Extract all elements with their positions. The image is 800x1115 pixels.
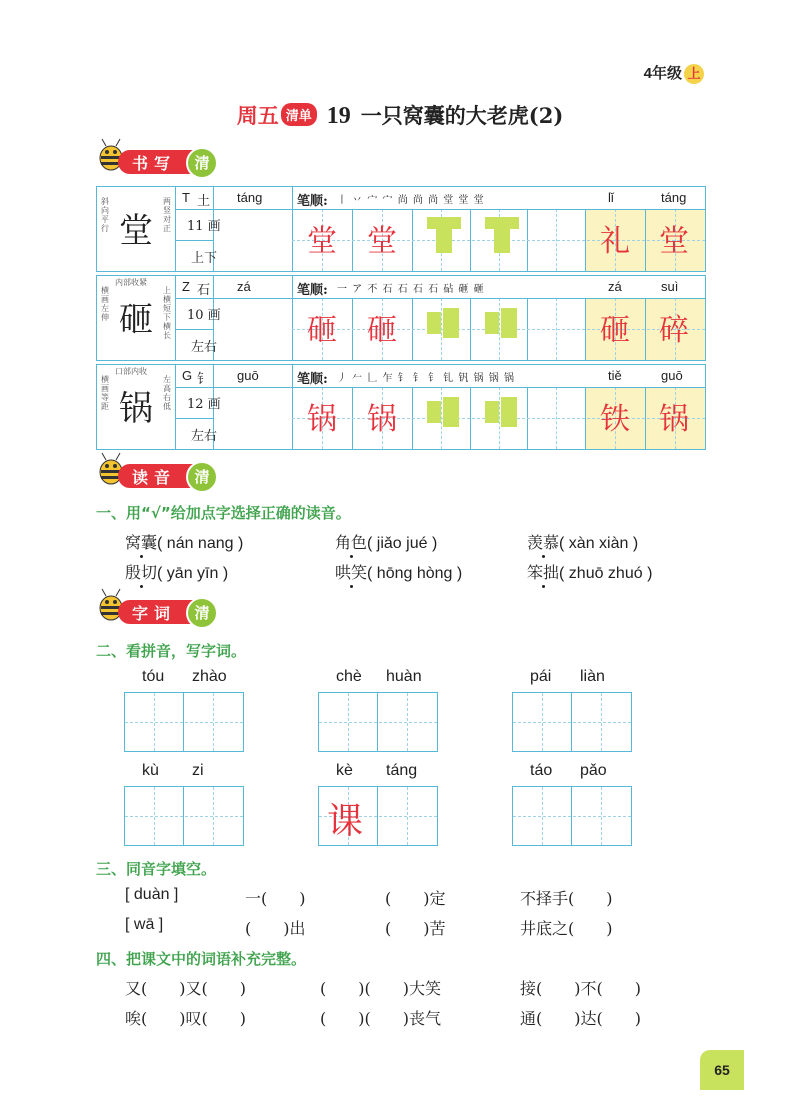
practice-block xyxy=(501,308,517,338)
box-grid-line xyxy=(154,693,155,751)
structure: 左右 xyxy=(191,429,218,444)
answer-box[interactable] xyxy=(318,786,438,846)
example-character-1: 砸 xyxy=(600,313,630,348)
box-grid-line xyxy=(183,787,184,845)
box-grid-line xyxy=(542,787,543,845)
q3-title: 三、同音字填空。 xyxy=(96,860,217,878)
reading-item xyxy=(527,530,638,553)
fill-blank[interactable]: 唉( )叹( ) xyxy=(125,1009,246,1028)
box-grid-line xyxy=(125,816,243,817)
fill-blank[interactable]: 通( )达( ) xyxy=(520,1009,641,1028)
box-grid-line xyxy=(542,693,543,751)
trace-character: 砸 xyxy=(307,313,337,348)
example-pinyin-2: guō xyxy=(661,368,683,383)
box-grid-line xyxy=(348,693,349,751)
practice-block xyxy=(485,401,499,423)
fill-blank[interactable]: ( )苦 xyxy=(385,919,446,938)
practice-block xyxy=(501,397,517,427)
pinyin-2: pǎo xyxy=(580,762,607,779)
reading-options[interactable]: ( nán nang ) xyxy=(157,535,244,552)
box-grid-line xyxy=(319,722,437,723)
order-label: 笔顺: xyxy=(297,283,328,298)
practice-block xyxy=(436,229,452,253)
order-label: 笔顺: xyxy=(297,194,328,209)
grid-line xyxy=(175,329,213,330)
model-character: 砸 xyxy=(119,300,153,340)
fill-blank[interactable]: ( )出 xyxy=(245,919,306,938)
grid-line xyxy=(175,387,705,388)
box-grid-line xyxy=(213,693,214,751)
q1-title: 一、用“√”给加点字选择正确的读音。 xyxy=(96,504,351,522)
grid-line xyxy=(175,209,705,210)
stroke-note-right: 两竖对正 xyxy=(163,197,171,233)
stroke-order: 丿 𠂉 𠃊 乍 钅 钅 钅 钆 钒 锅 锅 锅 xyxy=(337,373,515,384)
reading-word: 殷切 xyxy=(125,563,158,582)
example-character-1: 礼 xyxy=(600,224,630,259)
stroke-order: 丨 丷 宀 宀 尚 尚 尚 堂 堂 堂 xyxy=(337,195,485,206)
trace-character: 锅 xyxy=(307,402,337,437)
qing-icon: 清 xyxy=(186,461,218,493)
title-tag: 清单 xyxy=(281,103,317,126)
box-grid-line xyxy=(213,787,214,845)
reading-options[interactable]: ( jiǎo jué ) xyxy=(367,535,438,552)
reading-word: 笨拙 xyxy=(527,563,560,582)
grid-line xyxy=(175,298,705,299)
index-letter: G xyxy=(182,368,193,383)
fill-blank[interactable]: 一( ) xyxy=(245,889,306,908)
pinyin: zá xyxy=(237,279,251,294)
fill-blank[interactable]: 不择手( ) xyxy=(520,889,613,908)
box-grid-line xyxy=(601,693,602,751)
reading-options[interactable]: ( hōng hòng ) xyxy=(367,565,463,582)
practice-block xyxy=(427,401,441,423)
structure: 上下 xyxy=(191,251,218,266)
grid-line xyxy=(292,365,293,449)
grade-tag: 上 xyxy=(684,64,704,84)
reading-word: 角色 xyxy=(335,533,368,552)
grid-line xyxy=(175,240,213,241)
pinyin: táng xyxy=(237,190,263,205)
homophone-key: [ wā ] xyxy=(125,916,164,933)
box-grid-line xyxy=(183,693,184,751)
box-grid-line xyxy=(407,787,408,845)
reading-word: 羡慕 xyxy=(527,533,560,552)
pinyin-1: chè xyxy=(336,668,362,685)
qing-icon: 清 xyxy=(186,147,218,179)
reading-item xyxy=(527,560,652,583)
qing-icon: 清 xyxy=(186,597,218,629)
fill-blank[interactable]: 井底之( ) xyxy=(520,919,613,938)
pinyin-2: huàn xyxy=(386,668,422,685)
box-grid-line xyxy=(571,787,572,845)
practice-block xyxy=(443,308,459,338)
box-grid-line xyxy=(377,693,378,751)
q4-title: 四、把课文中的词语补充完整。 xyxy=(96,950,307,968)
stroke-count: 11 画 xyxy=(187,219,221,234)
reading-options[interactable]: ( yān yīn ) xyxy=(157,565,229,582)
fill-blank[interactable]: 接( )不( ) xyxy=(520,979,641,998)
practice-block xyxy=(485,217,519,229)
example-character-2: 堂 xyxy=(659,224,689,259)
stroke-order: 一 ア 不 石 石 石 石 砧 砸 砸 xyxy=(337,284,485,295)
answer-box[interactable] xyxy=(318,692,438,752)
practice-block xyxy=(427,312,441,334)
practice-block xyxy=(427,217,461,229)
page-number: 65 xyxy=(700,1050,744,1090)
answer-box[interactable] xyxy=(512,692,632,752)
radical: 钅 xyxy=(197,372,211,387)
reading-word: 窝囊 xyxy=(125,533,158,552)
fill-blank[interactable]: ( )( )丧气 xyxy=(320,1009,441,1028)
reading-item xyxy=(125,530,243,553)
section-label: 书写 xyxy=(132,154,177,173)
fill-blank[interactable]: ( )定 xyxy=(385,889,446,908)
grid-line xyxy=(292,187,293,271)
example-pinyin-2: táng xyxy=(661,190,687,205)
homophone-key: [ duàn ] xyxy=(125,886,179,903)
box-grid-line xyxy=(407,693,408,751)
example-pinyin-1: lǐ xyxy=(608,190,614,205)
box-grid-line xyxy=(513,722,631,723)
index-letter: Z xyxy=(182,279,190,294)
page-title xyxy=(0,100,800,130)
pinyin-1: kè xyxy=(336,762,353,779)
structure: 左右 xyxy=(191,340,218,355)
index-letter: T xyxy=(182,190,190,205)
grid-line xyxy=(175,276,176,360)
writing-row xyxy=(96,186,706,272)
answer-box[interactable] xyxy=(512,786,632,846)
model-character: 堂 xyxy=(119,211,153,251)
writing-row xyxy=(96,275,706,361)
pinyin-1: kù xyxy=(142,762,159,779)
example-character-2: 锅 xyxy=(659,402,689,437)
fill-blank[interactable]: 又( )又( ) xyxy=(125,979,246,998)
reading-options[interactable]: ( zhuō zhuó ) xyxy=(559,565,653,582)
pinyin-1: táo xyxy=(530,762,553,779)
order-label: 笔顺: xyxy=(297,372,328,387)
trace-character: 堂 xyxy=(367,224,397,259)
stroke-note-right: 左高右低 xyxy=(163,375,171,411)
stroke-count: 10 画 xyxy=(187,308,221,323)
box-grid-line xyxy=(601,787,602,845)
section-label: 读音 xyxy=(132,468,177,487)
title-day: 周五 xyxy=(236,103,279,128)
example-pinyin-2: suì xyxy=(661,279,679,294)
answer-box[interactable] xyxy=(124,786,244,846)
example-character-2: 碎 xyxy=(659,313,689,348)
answer-character: 课 xyxy=(327,801,364,842)
example-pinyin-1: zá xyxy=(608,279,622,294)
q2-title: 二、看拼音，写字词。 xyxy=(96,642,247,660)
pinyin-1: pái xyxy=(530,668,552,685)
pinyin-2: táng xyxy=(386,762,418,779)
box-grid-line xyxy=(513,816,631,817)
lesson-title: 一只窝囊的大老虎(2) xyxy=(360,103,564,128)
pinyin-1: tóu xyxy=(142,668,165,685)
reading-options[interactable]: ( xàn xiàn ) xyxy=(559,535,639,552)
stroke-note-left: 横画左伸 xyxy=(101,286,109,322)
stroke-count: 12 画 xyxy=(187,397,221,412)
stroke-note-left: 横画等距 xyxy=(101,375,109,411)
pinyin-2: zi xyxy=(192,762,204,779)
grid-line xyxy=(175,418,213,419)
trace-character: 堂 xyxy=(307,224,337,259)
box-grid-line xyxy=(377,787,378,845)
grid-line xyxy=(175,187,176,271)
grid-line xyxy=(292,276,293,360)
writing-row xyxy=(96,364,706,450)
stroke-note-right: 上横短下横长 xyxy=(163,286,171,340)
pinyin-2: zhào xyxy=(192,668,227,685)
practice-block xyxy=(485,312,499,334)
trace-character: 砸 xyxy=(367,313,397,348)
reading-word: 哄笑 xyxy=(335,563,368,582)
box-grid-line xyxy=(154,787,155,845)
pinyin-2: liàn xyxy=(580,668,605,685)
radical: 土 xyxy=(197,194,211,209)
trace-character: 锅 xyxy=(367,402,397,437)
example-character-1: 铁 xyxy=(600,402,630,437)
answer-box[interactable] xyxy=(124,692,244,752)
box-grid-line xyxy=(125,722,243,723)
reading-item xyxy=(335,560,462,583)
reading-item xyxy=(125,560,228,583)
stroke-note-top: 口部内收 xyxy=(115,367,147,376)
radical: 石 xyxy=(197,283,211,298)
practice-block xyxy=(443,397,459,427)
stroke-note-left: 斜向平行 xyxy=(101,197,109,233)
lesson-number: 19 xyxy=(326,103,351,129)
section-label: 字词 xyxy=(132,604,177,623)
pinyin: guō xyxy=(237,368,259,383)
grade-text: 4年级 xyxy=(643,65,682,82)
grid-line xyxy=(175,365,176,449)
model-character: 锅 xyxy=(119,389,153,429)
example-pinyin-1: tiě xyxy=(608,368,622,383)
grade-label xyxy=(644,62,704,84)
reading-item xyxy=(335,530,437,553)
box-grid-line xyxy=(571,693,572,751)
stroke-note-top: 内部收紧 xyxy=(115,278,147,287)
fill-blank[interactable]: ( )( )大笑 xyxy=(320,979,441,998)
practice-block xyxy=(494,229,510,253)
